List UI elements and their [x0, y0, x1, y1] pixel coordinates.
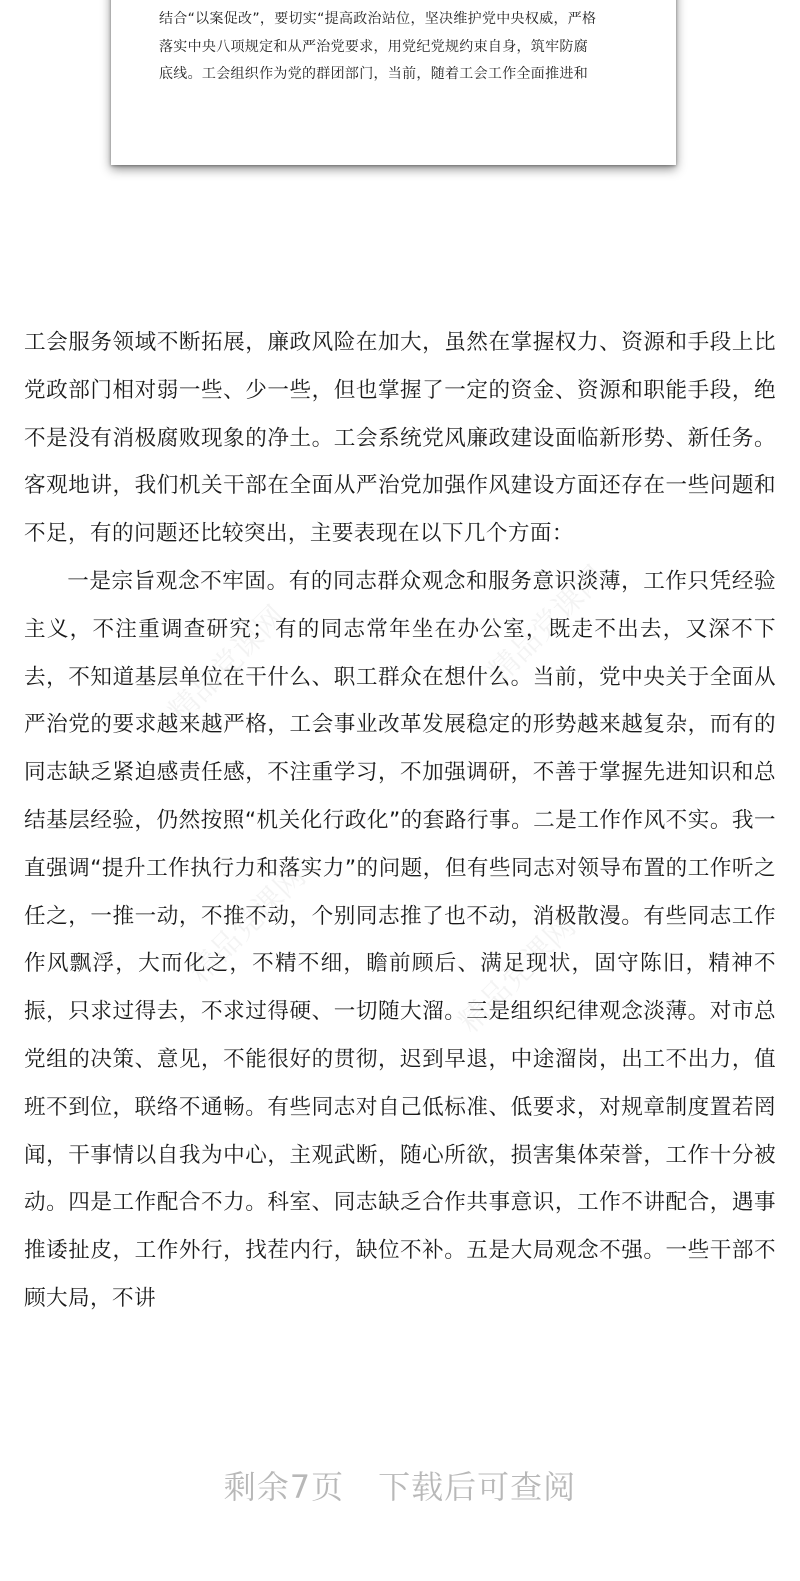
preview-card — [111, 0, 676, 165]
download-hint-label: 下载后可查阅 — [378, 1468, 577, 1506]
download-prompt[interactable] — [0, 1462, 800, 1508]
remaining-pages-label: 剩余7页 — [223, 1468, 345, 1506]
preview-line: 落实中央八项规定和从严治党要求，用党纪党规约束自身，筑牢防腐 — [159, 38, 588, 55]
preview-line: 底线。工会组织作为党的群团部门，当前，随着工会工作全面推进和 — [159, 66, 588, 82]
paragraph: 工会服务领域不断拓展，廉政风险在加大，虽然在掌握权力、资源和手段上比党政部门相对弱一些、少一些，但也掌握了一定的资金、资源和职能手段，绝不是没有消极腐败现象的净土。工会系统党风廉政建设面临新形势、新任务。客观地讲，我们机关干部在全面从严治党加强作风建设方面还存在一些问题和不足，有的问题还比较突出，主要表现在以下几个方面： — [24, 330, 776, 547]
preview-text — [159, 6, 639, 89]
watermark: 精品党课网 — [452, 909, 583, 1040]
watermark: 精品党课网 — [182, 859, 313, 990]
watermark: 精品党课网 — [162, 599, 293, 730]
paragraph: 一是宗旨观念不牢固。有的同志群众观念和服务意识淡薄，工作只凭经验主义，不注重调查研究；有的同志常年坐在办公室，既走不出去，又深不下去，不知道基层单位在干什么、职工群众在想什么。当前，党中央关于全面从严治党的要求越来越严格，工会事业改革发展稳定的形势越来越复杂，而有的同志缺乏紧迫感责任感，不注重学习，不加强调研，不善于掌握先进知识和总结基层经验，仍然按照“机关化行政化”的套路行事。二是工作作风不实。我一直强调“提升工作执行力和落实力”的问题，但有些同志对领导布置的工作听之任之，一推一动，不推不动，个别同志推了也不动，消极散漫。有些同志工作作风飘浮，大而化之，不精不细，瞻前顾后、满足现状，固守陈旧，精神不振，只求过得去，不求过得硬、一切随大溜。三是组织纪律观念淡薄。对市总党组的决策、意见，不能很好的贯彻，迟到早退，中途溜岗，出工不出力，值班不到位，联络不通畅。有些同志对自己低标准、低要求，对规章制度置若罔闻，干事情以自我为中心，主观武断，随心所欲，损害集体荣誉，工作十分被动。四是工作配合不力。科室、同志缺乏合作共事意识，工作不讲配合，遇事推诿扯皮，工作外行，找茬内行，缺位不补。五是大局观念不强。一些干部不顾大局，不讲 — [24, 568, 776, 1311]
document-body — [24, 319, 776, 1323]
preview-line: 结合“以案促改”，要切实“提高政治站位，坚决维护党中央权威，严格 — [159, 11, 597, 27]
watermark: 精品党课网 — [482, 559, 613, 690]
